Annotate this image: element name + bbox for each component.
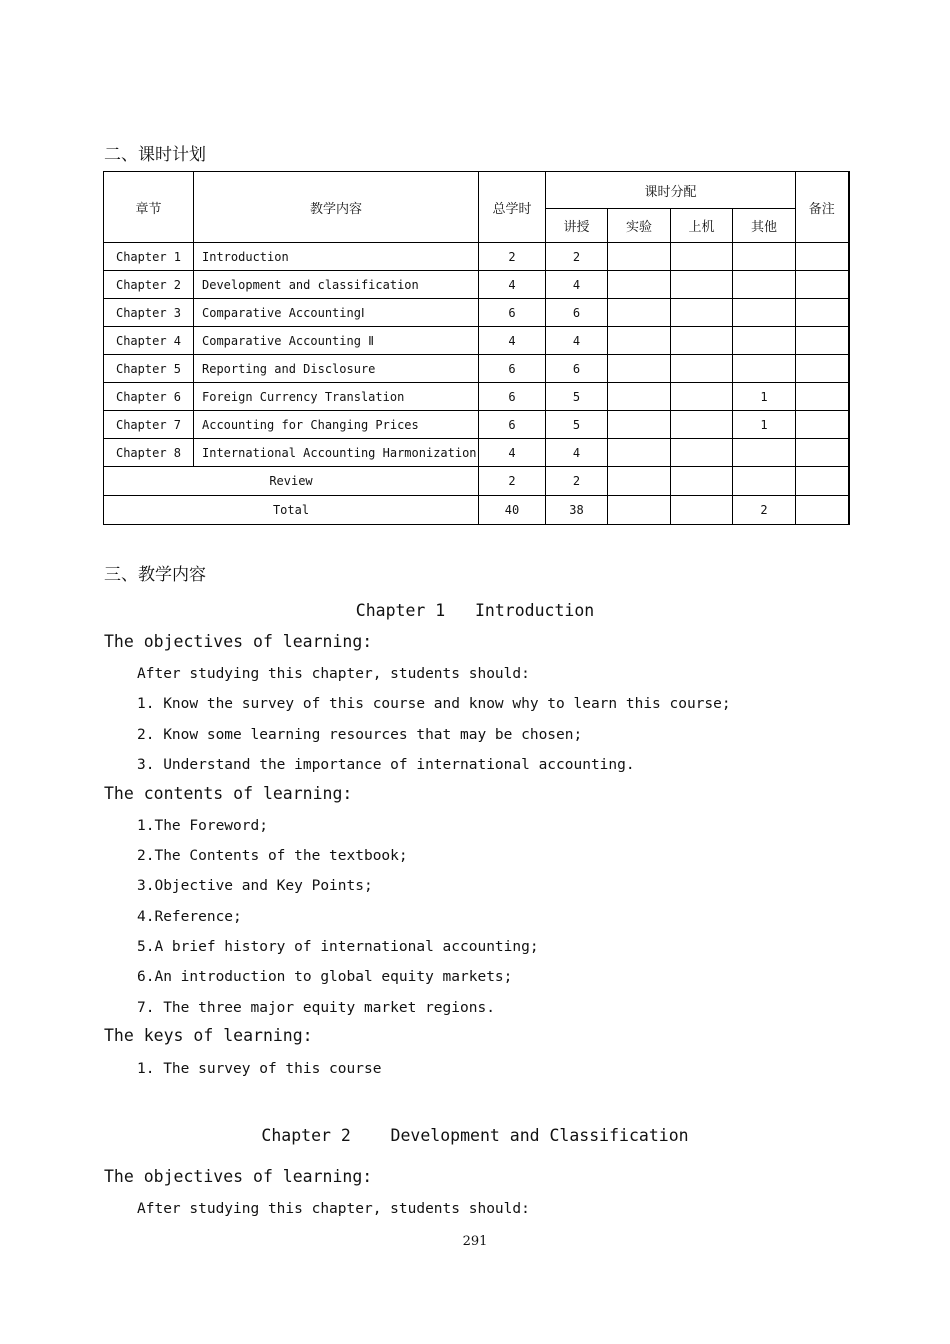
cell-total: 6 <box>479 299 546 327</box>
cell-content: Reporting and Disclosure <box>194 355 479 383</box>
cell-remarks <box>796 383 849 411</box>
chapter-2-title: Chapter 2 Development and Classification <box>261 1126 689 1145</box>
cell-experiment <box>608 383 671 411</box>
cell-remarks <box>796 439 849 467</box>
cell-total: 6 <box>479 411 546 439</box>
cell-experiment <box>608 439 671 467</box>
header-lecture: 讲授 <box>546 209 608 243</box>
cell-total: 40 <box>479 496 546 525</box>
cell-computer <box>671 271 733 299</box>
cell-total: 4 <box>479 439 546 467</box>
list-item: 1. The survey of this course <box>137 1061 382 1077</box>
chapter-2-objectives-intro: After studying this chapter, students should: <box>137 1201 530 1217</box>
header-remarks: 备注 <box>796 172 849 243</box>
cell-other <box>733 355 796 383</box>
table-row <box>104 271 849 299</box>
chapter-1-objectives-intro: After studying this chapter, students should: <box>137 666 530 682</box>
section-2-title: 二、课时计划 <box>104 145 206 165</box>
cell-content: Introduction <box>194 243 479 271</box>
cell-computer <box>671 355 733 383</box>
cell-experiment <box>608 411 671 439</box>
cell-content: Foreign Currency Translation <box>194 383 479 411</box>
cell-remarks <box>796 355 849 383</box>
cell-remarks <box>796 496 849 525</box>
cell-content: International Accounting Harmonization <box>194 439 479 467</box>
header-experiment: 实验 <box>608 209 671 243</box>
cell-other <box>733 271 796 299</box>
list-item: 7. The three major equity market regions. <box>137 1000 495 1016</box>
cell-chapter: Chapter 5 <box>104 355 194 383</box>
cell-chapter: Chapter 1 <box>104 243 194 271</box>
cell-chapter: Chapter 6 <box>104 383 194 411</box>
cell-lecture: 5 <box>546 411 608 439</box>
cell-content: Accounting for Changing Prices <box>194 411 479 439</box>
header-allocation: 课时分配 <box>546 172 796 209</box>
cell-chapter: Chapter 2 <box>104 271 194 299</box>
section-3-title: 三、教学内容 <box>104 565 206 585</box>
header-other: 其他 <box>733 209 796 243</box>
cell-remarks <box>796 327 849 355</box>
header-content: 教学内容 <box>194 172 479 243</box>
cell-total: 2 <box>479 243 546 271</box>
cell-total: 6 <box>479 383 546 411</box>
table-row <box>104 383 849 411</box>
cell-other <box>733 327 796 355</box>
cell-lecture: 2 <box>546 467 608 496</box>
cell-computer <box>671 383 733 411</box>
cell-remarks <box>796 299 849 327</box>
review-label: Review <box>104 467 479 496</box>
list-item: 3. Understand the importance of international accounting. <box>137 757 635 773</box>
cell-lecture: 2 <box>546 243 608 271</box>
chapter-1-keys-heading: The keys of learning: <box>104 1026 313 1045</box>
cell-remarks <box>796 271 849 299</box>
lesson-plan-table <box>103 171 850 525</box>
cell-experiment <box>608 271 671 299</box>
total-label: Total <box>104 496 479 525</box>
cell-chapter: Chapter 8 <box>104 439 194 467</box>
cell-other: 1 <box>733 383 796 411</box>
table-row <box>104 355 849 383</box>
cell-computer <box>671 496 733 525</box>
header-computer: 上机 <box>671 209 733 243</box>
list-item: 4.Reference; <box>137 909 242 925</box>
cell-other: 2 <box>733 496 796 525</box>
cell-other <box>733 299 796 327</box>
cell-lecture: 38 <box>546 496 608 525</box>
cell-content: Comparative AccountingⅠ <box>194 299 479 327</box>
cell-remarks <box>796 411 849 439</box>
list-item: 1. Know the survey of this course and know why to learn this course; <box>137 696 731 712</box>
cell-content: Development and classification <box>194 271 479 299</box>
cell-lecture: 4 <box>546 327 608 355</box>
list-item: 1.The Foreword; <box>137 818 268 834</box>
cell-chapter: Chapter 3 <box>104 299 194 327</box>
cell-computer <box>671 327 733 355</box>
list-item: 5.A brief history of international accounting; <box>137 939 539 955</box>
header-total-hours: 总学时 <box>479 172 546 243</box>
cell-other: 1 <box>733 411 796 439</box>
cell-experiment <box>608 243 671 271</box>
cell-computer <box>671 299 733 327</box>
list-item: 2.The Contents of the textbook; <box>137 848 408 864</box>
cell-lecture: 6 <box>546 355 608 383</box>
cell-chapter: Chapter 7 <box>104 411 194 439</box>
cell-total: 4 <box>479 271 546 299</box>
table-row <box>104 243 849 271</box>
review-row <box>104 467 849 496</box>
chapter-1-objectives-heading: The objectives of learning: <box>104 632 373 651</box>
cell-experiment <box>608 355 671 383</box>
cell-experiment <box>608 299 671 327</box>
cell-content: Comparative Accounting Ⅱ <box>194 327 479 355</box>
cell-remarks <box>796 467 849 496</box>
cell-remarks <box>796 243 849 271</box>
cell-lecture: 5 <box>546 383 608 411</box>
cell-lecture: 4 <box>546 439 608 467</box>
cell-computer <box>671 439 733 467</box>
cell-total: 4 <box>479 327 546 355</box>
chapter-2-objectives-heading: The objectives of learning: <box>104 1167 373 1186</box>
table-row <box>104 299 849 327</box>
header-chapter: 章节 <box>104 172 194 243</box>
list-item: 6.An introduction to global equity markets; <box>137 969 513 985</box>
cell-other <box>733 467 796 496</box>
table-row <box>104 327 849 355</box>
table-row <box>104 439 849 467</box>
cell-computer <box>671 467 733 496</box>
cell-other <box>733 439 796 467</box>
list-item: 3.Objective and Key Points; <box>137 878 373 894</box>
cell-experiment <box>608 327 671 355</box>
table-row <box>104 411 849 439</box>
page-number: 291 <box>462 1234 488 1249</box>
cell-other <box>733 243 796 271</box>
total-row <box>104 496 849 525</box>
cell-computer <box>671 243 733 271</box>
cell-computer <box>671 411 733 439</box>
cell-experiment <box>608 496 671 525</box>
cell-chapter: Chapter 4 <box>104 327 194 355</box>
cell-lecture: 6 <box>546 299 608 327</box>
cell-experiment <box>608 467 671 496</box>
cell-total: 6 <box>479 355 546 383</box>
list-item: 2. Know some learning resources that may be chosen; <box>137 727 583 743</box>
cell-lecture: 4 <box>546 271 608 299</box>
chapter-1-contents-heading: The contents of learning: <box>104 784 353 803</box>
cell-total: 2 <box>479 467 546 496</box>
chapter-1-title: Chapter 1 Introduction <box>355 601 595 620</box>
